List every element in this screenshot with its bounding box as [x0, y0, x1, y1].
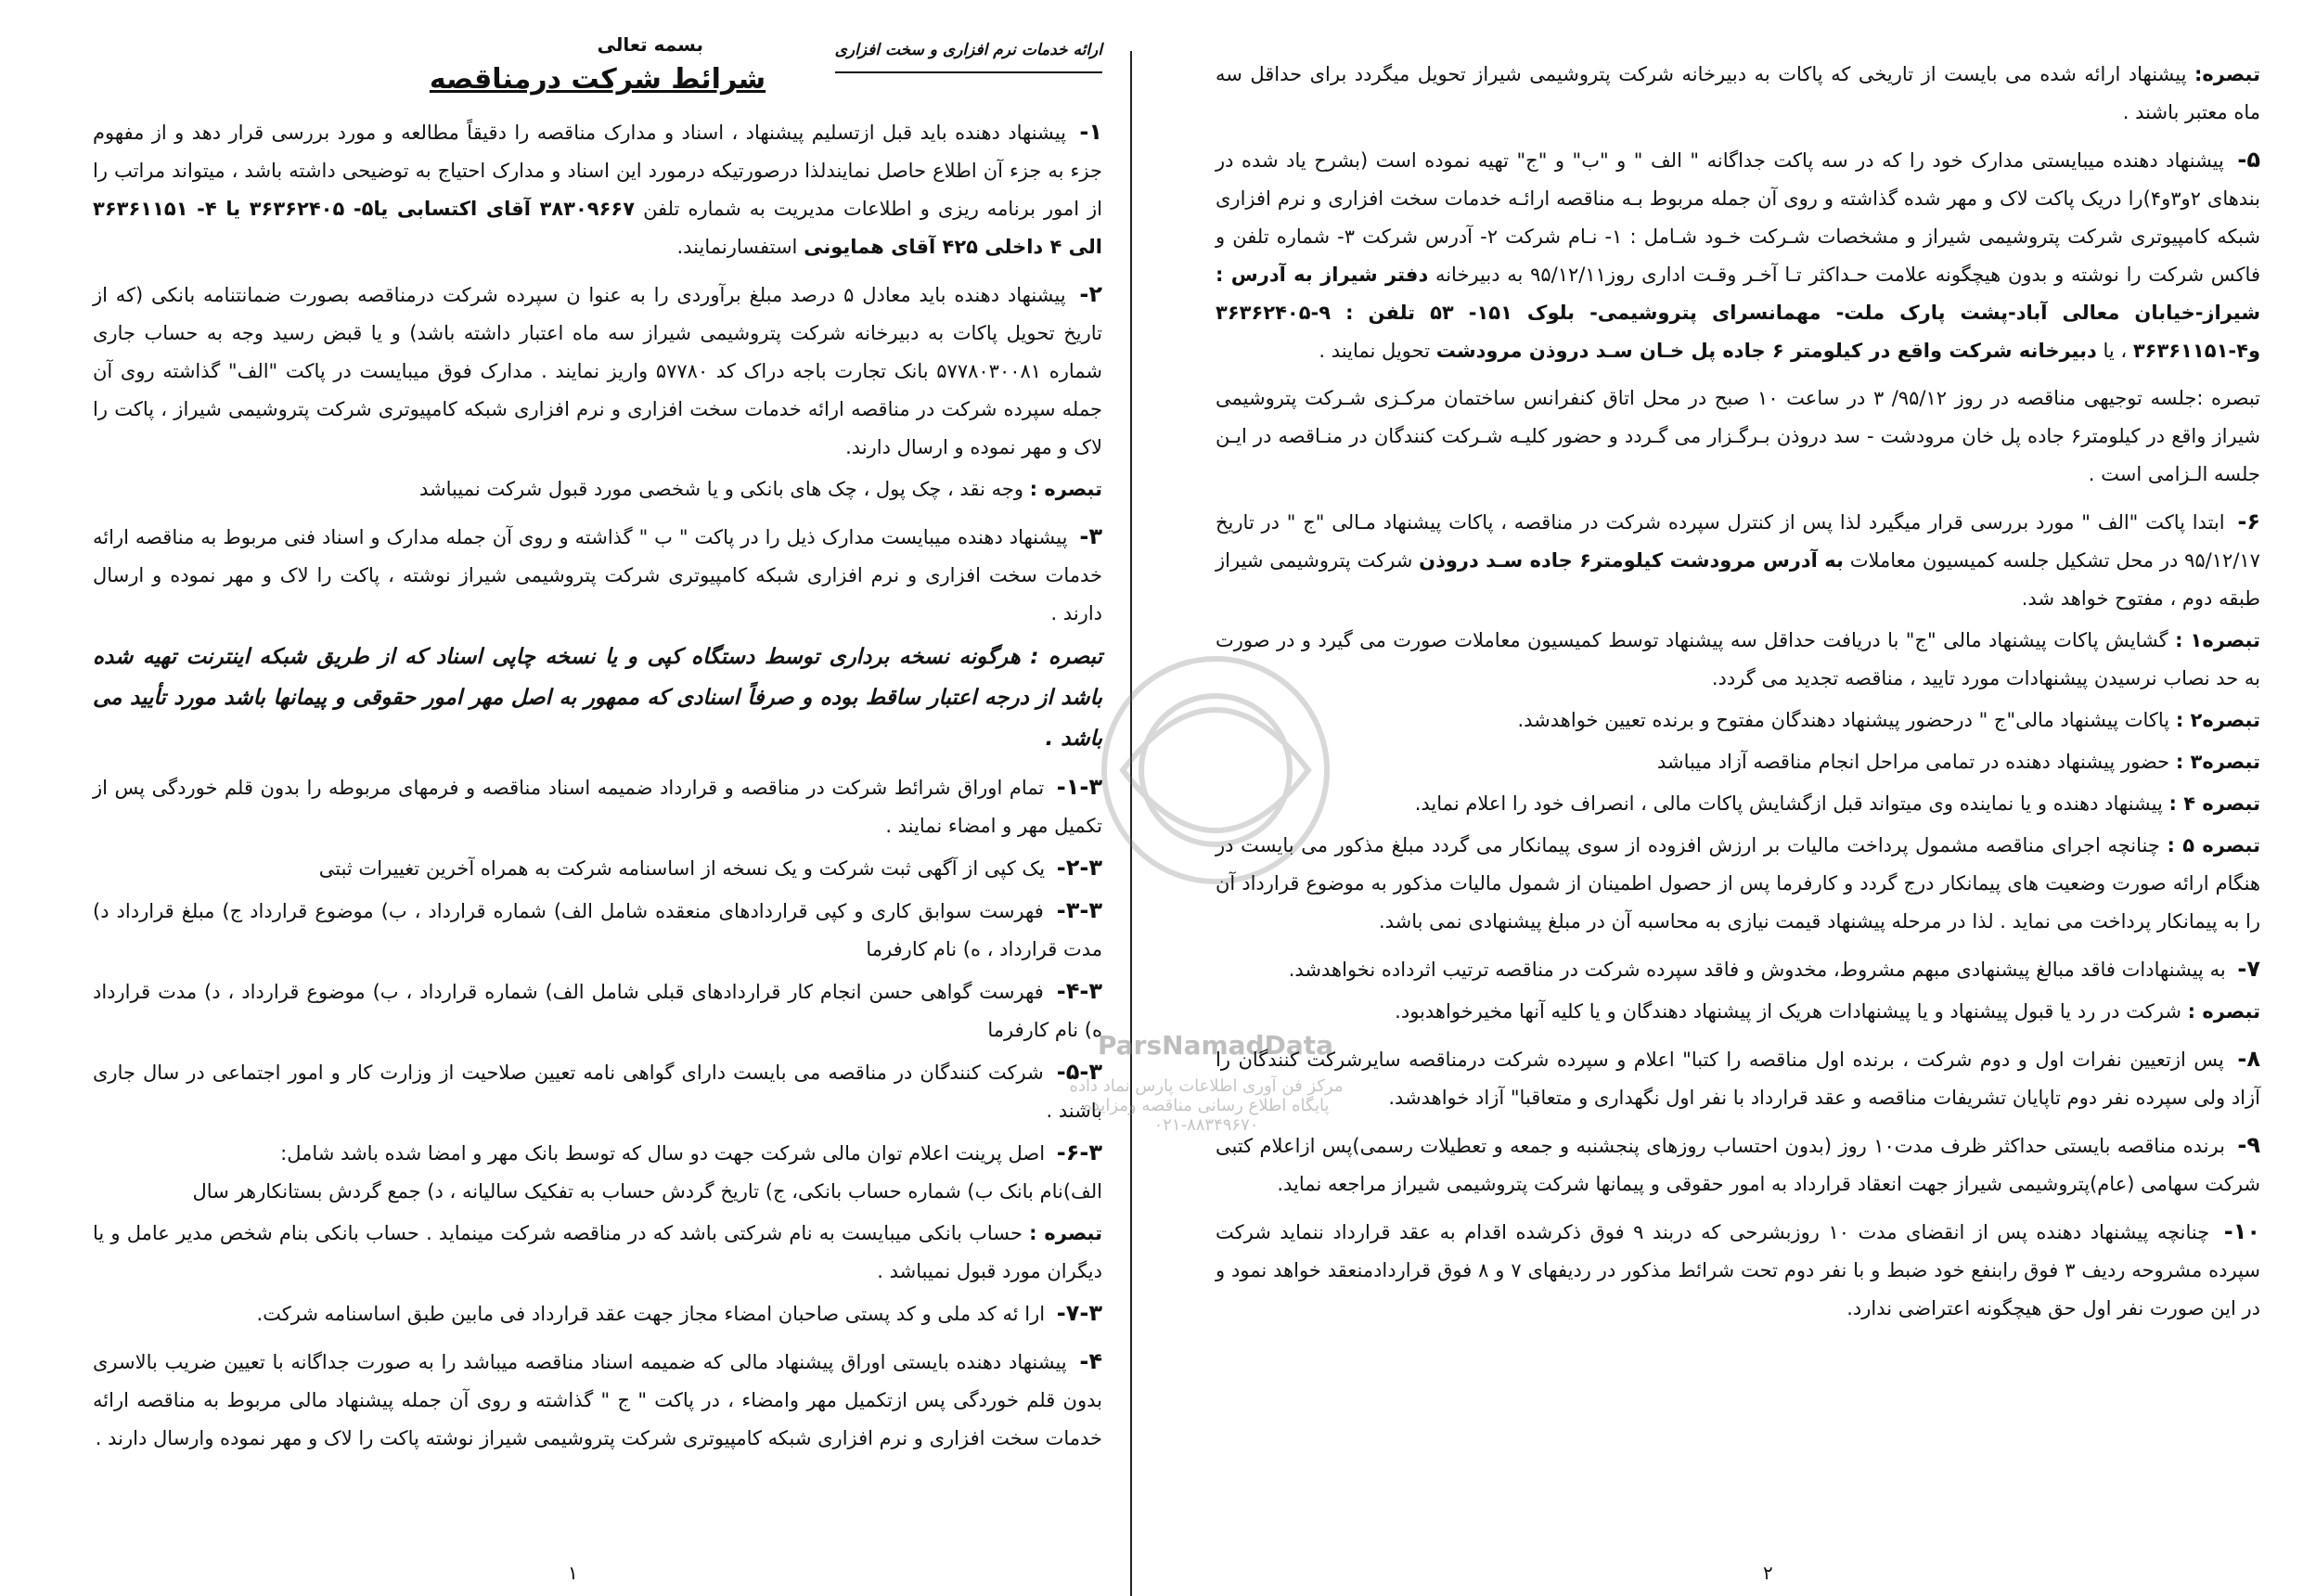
- clause-number: ۲-۳-: [1056, 855, 1102, 881]
- note-validity: [1216, 56, 2260, 132]
- clause-text: پیشنهاد دهنده باید معادل ۵ درصد مبلغ برآوردی را به عنوا ن سپرده شرکت درمناقصه بصورت ضمانتنامه بانکی (که از تاریخ تحویل پاکات به دبیرخانه شرکت پتروشیمی شیراز سه ماه اعتبار داشته باشد) و یا قبض رسید وجه به حساب جاری شماره ۵۷۷۸۰۳۰۰۸۱ بانک تجارت باجه دراک کد ۵۷۷۸۰ واریز نمایند . مدارک فوق میبایست در پاکت "الف" گذاشته روی آن جمله سپرده شرکت در مناقصه ارائه خدمات سخت افزاری و نرم افزاری شبکه کامپیوتری شرکت پتروشیمی شیراز ، پاکت را لاک و مهر نموده و ارسال دارند.: [93, 284, 1102, 458]
- clause-1: [93, 113, 1102, 266]
- clause-number: ۹-: [2237, 1132, 2260, 1158]
- clause-number: ۳-: [1079, 523, 1102, 549]
- note-label: تبصره۱ :: [2175, 629, 2260, 651]
- clause-number: ۷-: [2237, 956, 2260, 982]
- clause-text: پیشنهاد دهنده بایستی اوراق پیشنهاد مالی که ضمیمه اسناد مناقصه میباشد را به صورت جداگانه با تعیین ضریب بالاسری بدون قلم خوردگی پس ازتکمیل مهر وامضاء ، در پاکت " ج " گذاشته و روی آن جمله پیشنهاد مالی مربوط به مناقصه ارائه خدمات سخت افزاری و نرم افزاری شبکه کامپیوتری شرکت پتروشیمی شیراز نوشته پاکت را لاک و مهر نموده وارسال دارند .: [93, 1351, 1102, 1449]
- note-text: گشایش پاکات پیشنهاد مالی "ج" با دریافت حداقل سه پیشنهاد توسط کمیسیون معاملات صورت می گیرد و در صورت به حد نصاب نرسیدن پیشنهادات مورد تایید ، مناقصه تجدید می گردد.: [1216, 629, 2260, 689]
- opening-address: به آدرس مرودشت کیلومتر۶ جاده سـد دروذن: [1419, 549, 1844, 572]
- note-3-attendance: [1216, 743, 2260, 781]
- note-label: تبصره:: [2194, 63, 2260, 85]
- clause-text: ابتدا پاکت "الف " مورد بررسی قرار میگیرد لذا پس از کنترل سپرده شرکت در مناقصه ، پاکات پیشنهاد مـالی "ج " در تاریخ ۹۵/۱۲/۱۷ در محل تشکیل جلسه کمیسیون معاملات: [1216, 511, 2260, 572]
- clause-text: پیشنهاد دهنده باید قبل ازتسلیم پیشنهاد ، اسناد و مدارک مناقصه را دقیقاً مطالعه و مورد بررسی قرار دهد و از مفهوم جزء به جزء آن اطلاع حاصل نمایندلذا درصورتیکه درمورد این اسناد و مدارک احتیاج به توضیحی داشته باشد ، میتواند مراتب را از امور برنامه ریزی و اطلاعات مدیریت به شماره تلفن: [93, 122, 1103, 220]
- note-text: پیشنهاد دهنده و یا نماینده وی میتواند قبل ازگشایش پاکات مالی ، انصراف خود را اعلام نماید.: [1414, 792, 2163, 815]
- clause-number: ۶-: [2237, 508, 2260, 534]
- clause-text: فهرست گواهی حسن انجام کار قراردادهای قبلی شامل الف) شماره قرارداد ، ب) موضوع قرارداد ، د) مدت قرارداد ه) نام کارفرما: [93, 981, 1102, 1041]
- clause-2: [93, 276, 1102, 467]
- note-label: تبصره۳ :: [2175, 751, 2260, 773]
- subclause-3-4: [93, 972, 1102, 1049]
- clause-number: ۱۰-: [2223, 1218, 2260, 1244]
- clause-number: ۱-۳-: [1056, 774, 1102, 800]
- note-4-withdrawal: [1216, 785, 2260, 823]
- note-3-6: [93, 1215, 1102, 1291]
- note-text: وجه نقد ، چک پول ، چک های بانکی و یا شخصی مورد قبول شرکت نمیباشد: [419, 478, 1023, 500]
- clause-number: ۴-۳-: [1056, 978, 1102, 1004]
- clause-text-mid: ، یا: [2103, 340, 2128, 362]
- clause-text: شرکت کنندگان در مناقصه می بایست دارای گواهی نامه تعیین صلاحیت از وزارت کار و امور اجتماعی در سال جاری باشند .: [93, 1062, 1102, 1122]
- page-number: ۲: [1763, 1562, 1773, 1584]
- note-text: هرگونه نسخه برداری توسط دستگاه کپی و یا نسخه چاپی اسناد که از طریق شبکه اینترنت تهیه شده باشد از درجه اعتبار ساقط بوده و صرفاً اسنادی که ممهور به اصل مهر امور حقوقی و پیمانها باشد مورد تأیید می باشد .: [93, 645, 1102, 751]
- clause-text: اصل پرینت اعلام توان مالی شرکت جهت دو سال که توسط بانک مهر و امضا شده باشد شامل:: [280, 1142, 1046, 1165]
- note-3: [93, 637, 1102, 759]
- provider-caption: ارائه خدمات نرم افزاری و سخت افزاری: [835, 32, 1102, 73]
- clause-4: [93, 1343, 1102, 1458]
- clause-3: [93, 518, 1102, 633]
- subclause-3-5: [93, 1053, 1102, 1130]
- clause-number: ۵-: [2237, 147, 2260, 173]
- clause-text: چنانچه پیشنهاد دهنده پس از انقضای مدت ۱۰ روزبشرحی که دربند ۹ فوق ذکرشده اقدام به عقد قرارداد ننماید شرکت سپرده مشروحه ردیف ۳ فوق رابنفع خود ضبط و با نفر دوم تحت شرائط مذکور در ردیفهای ۷ و ۸ فوق قراردادمنعقد خواهد نمود و در این صورت نفر اول حق هیچگونه اعتراضی ندارد.: [1216, 1221, 2260, 1319]
- watermark-phone: ۰۲۱-۸۸۳۴۹۶۷۰: [1153, 1115, 1259, 1135]
- note-text: حساب بانکی میبایست به نام شرکتی باشد که در مناقصه شرکت مینماید . حساب بانکی بنام شخص مدیر عامل و یا دیگران مورد قبول نمیباشد .: [93, 1222, 1102, 1282]
- clause-text-items: الف)نام بانک ب) شماره حساب بانکی، ج) تاریخ گردش حساب به تفکیک سالیانه ، د) جمع گردش بستانکارهر سال: [192, 1180, 1102, 1203]
- basmala: بسمه تعالی: [597, 33, 703, 56]
- note-label: تبصره۲ :: [2175, 709, 2260, 731]
- clause-text: ارا ئه کد ملی و کد پستی صاحبان امضاء مجاز جهت عقد قرارداد فی مابین طبق اساسنامه شرکت.: [256, 1303, 1046, 1325]
- page-number: ۱: [568, 1562, 578, 1584]
- clause-text: پیشنهاد دهنده میبایست مدارک ذیل را در پاکت " ب " گذاشته و روی آن جمله مدارک و اسناد فنی مربوط به مناقصه ارائه خدمات سخت افزاری و نرم افزاری شبکه کامپیوتری شرکت پتروشیمی شیراز نوشته ، پاکت را لاک و مهر نموده و ارسال دارند .: [93, 526, 1102, 624]
- clause-text-end: استفسارنمایند.: [676, 236, 798, 258]
- note-2: [93, 470, 1102, 508]
- watermark-line1: مرکز فن آوری اطلاعات پارس نماد داده: [1069, 1076, 1344, 1096]
- note-text: پیشنهاد ارائه شده می بایست از تاریخی که پاکات به دبیرخانه شرکت پتروشیمی شیراز تحویل میگردد برای حداقل سه ماه معتبر باشند .: [1216, 63, 2260, 123]
- note-label: تبصره ۴ :: [2168, 792, 2260, 815]
- subclause-3-3: [93, 892, 1102, 969]
- note-label: تبصره :: [1029, 1222, 1102, 1244]
- watermark-line2: پایگاه اطلاع رسانی مناقصه ومزایده: [1083, 1096, 1330, 1115]
- clause-text: پس ازتعیین نفرات اول و دوم شرکت ، برنده اول مناقصه را کتبا" اعلام و سپرده شرکت درمناقصه سایرشرکت کنندگان را آزاد ولی سپرده نفر دوم تاپایان تشریفات مناقصه و عقد قرارداد با نفر اول نگهداری و متعاقبا" آزاد خواهدشد.: [1216, 1049, 2260, 1109]
- clause-6: [1216, 503, 2260, 618]
- clause-number: ۳-۳-: [1056, 897, 1102, 923]
- clause-text: برنده مناقصه بایستی حداکثر ظرف مدت۱۰ روز (بدون احتساب روزهای پنجشنبه و جمعه و تعطیلات رسمی)پس ازاعلام کتبی شرکت سهامی (عام)پتروشیمی شیراز جهت انعقاد قرارداد به امور حقوقی و پیمانها شرکت پتروشیمی شیراز مراجعه نماید.: [1216, 1135, 2260, 1195]
- note-text: پاکات پیشنهاد مالی"ج " درحضور پیشنهاد دهندگان مفتوح و برنده تعیین خواهدشد.: [1517, 709, 2170, 731]
- page-title: شرائط شرکت درمناقصه: [429, 63, 766, 96]
- page-header: [93, 26, 1102, 59]
- clause-text: تمام اوراق شرائط شرکت در مناقصه و قرارداد ضمیمه اسناد مناقصه و فرمهای مربوطه را بدون قلم خوردگی پس از تکمیل مهر و امضاء نمایند .: [93, 777, 1102, 837]
- note-7: [1216, 993, 2260, 1031]
- note-2-opening: [1216, 701, 2260, 740]
- clause-text: یک کپی از آگهی ثبت شرکت و یک نسخه از اساسنامه شرکت به همراه آخرین تغییرات ثبتی: [318, 857, 1046, 880]
- subclause-3-1: [93, 768, 1102, 845]
- note-label: تبصره :: [2187, 1000, 2260, 1023]
- page-two: [1188, 0, 2316, 1596]
- note-label: تبصره :: [1030, 645, 1102, 669]
- watermark-brand: ParsNamadData: [1098, 1030, 1333, 1061]
- note-text: حضور پیشنهاد دهنده در تمامی مراحل انجام مناقصه آزاد میباشد: [1656, 751, 2170, 773]
- clause-8: [1216, 1040, 2260, 1117]
- clause-text: فهرست سوابق کاری و کپی قراردادهای منعقده شامل الف) شماره قرارداد ، ب) موضوع قرارداد ج) مبلغ قرارداد د) مدت قرارداد ، ه) نام کارفرما: [93, 900, 1102, 960]
- clause-number: ۸-: [2237, 1046, 2261, 1072]
- clause-9: [1216, 1126, 2260, 1203]
- subclause-3-7: [93, 1294, 1102, 1333]
- note-text: چنانچه اجرای مناقصه مشمول پرداخت مالیات بر ارزش افزوده از سوی پیمانکار می گردد مبلغ مذکور می بایست در هنگام ارائه صورت وضعیت های پیمانکار درج گردد و کارفرما پس از حصول اطمینان از شمول مالیات مذکور به موضوع قرارداد آن را به پیمانکار پرداخت می نماید . لذا در مرحله پیشنهاد قیمت نیازی به محاسبه آن در مبلغ پیشنهادی نمی باشد.: [1216, 834, 2260, 933]
- clause-number: ۲-: [1079, 281, 1102, 307]
- clause-number: ۱-: [1079, 119, 1102, 145]
- note-5-vat: [1216, 827, 2260, 941]
- note-text: شرکت در رد یا قبول پیشنهاد و یا پیشنهادات هریک از پیشنهاد دهندگان و یا کلیه آنها مخیرخواهدبود.: [1395, 1000, 2181, 1023]
- subclause-3-6: [93, 1134, 1102, 1211]
- note-1: [1216, 622, 2260, 698]
- clause-text-end: تحویل نمایند .: [1319, 340, 1431, 362]
- clause-5: [1216, 141, 2260, 370]
- clause-number: ۶-۳-: [1056, 1139, 1102, 1165]
- clause-text: پیشنهاد دهنده میبایستی مدارک خود را که در سه پاکت جداگانه " الف " و "ب" و "ج" تهیه نموده است (بشرح یاد شده در بندهای ۲و۳و۴)را دریک پاکت لاک و مهر شده گذاشته و روی آن جمله مربوط بـه مناقصه ارائـه خدمات سخت افزاری و نرم افزاری شبکه کامپیوتری شرکت پتروشیمی شیراز و مشخصات شـرکت خـود شـامل : ۱- نـام شرکت ۲- آدرس شرکت ۳- شماره تلفن و فاکس شرکت را نوشته و بدون هیچگونه علامت حـداکثر تـا آخـر وقـت اداری روز۹۵/۱۲/۱۱ به دبیرخانه: [1216, 149, 2260, 286]
- contact-phones: ۳۸۳۰۹۶۶۷ آقای اکتسابی یا۵- ۳۶۳۶۲۴۰۵ یا ۴- ۳۶۳۶۱۱۵۱ الی ۴ داخلی ۴۲۵ آقای همایونی: [93, 198, 1102, 258]
- clause-7: [1216, 950, 2260, 989]
- note-label: تبصره :: [1029, 478, 1102, 500]
- clause-number: ۴-: [1079, 1348, 1102, 1374]
- clause-10: [1216, 1213, 2260, 1328]
- company-secretariat-address: دبیرخانه شرکت واقع در کیلومتر ۶ جاده پل خـان سـد دروذن مرودشت: [1435, 340, 2097, 362]
- clause-text: به پیشنهادات فاقد مبالغ پیشنهادی مبهم مشروط، مخدوش و فاقد سپرده شرکت در مناقصه ترتیب اثرداده نخواهدشد.: [1288, 959, 2226, 981]
- note-briefing-meeting: تبصره :جلسه توجیهی مناقصه در روز ۹۵/۱۲/ ۳ در ساعت ۱۰ صبح در محل اتاق کنفرانس ساختمان مرکـزی شـرکت پتروشیمی شیراز واقع در کیلومتر۶ جاده پل خان مرودشت - سد دروذن بـرگـزار می گـردد و حضور کلیـه شـرکت کنندگان در منـاقصه در ایـن جلسه الـزامی است .: [1216, 387, 2260, 485]
- clause-text-end: شرکت پتروشیمی شیراز طبقه دوم ، مفتوح خواهد شد.: [1216, 549, 2260, 610]
- clause-number: ۵-۳-: [1056, 1059, 1102, 1085]
- shiraz-office-address: دفتر شیراز به آدرس : شیراز-خیابان معالی آباد-پشت پارک ملت- مهمانسرای پتروشیمی- بلوک ۱۵۱- ۵۳ تلفن : ۹-۳۶۳۶۲۴۰۵ و۴-۳۶۳۶۱۱۵۱: [1216, 264, 2260, 362]
- clause-number: ۷-۳-: [1056, 1300, 1102, 1326]
- subclause-3-2: [93, 849, 1102, 888]
- note-label: تبصره ۵ :: [2167, 834, 2260, 856]
